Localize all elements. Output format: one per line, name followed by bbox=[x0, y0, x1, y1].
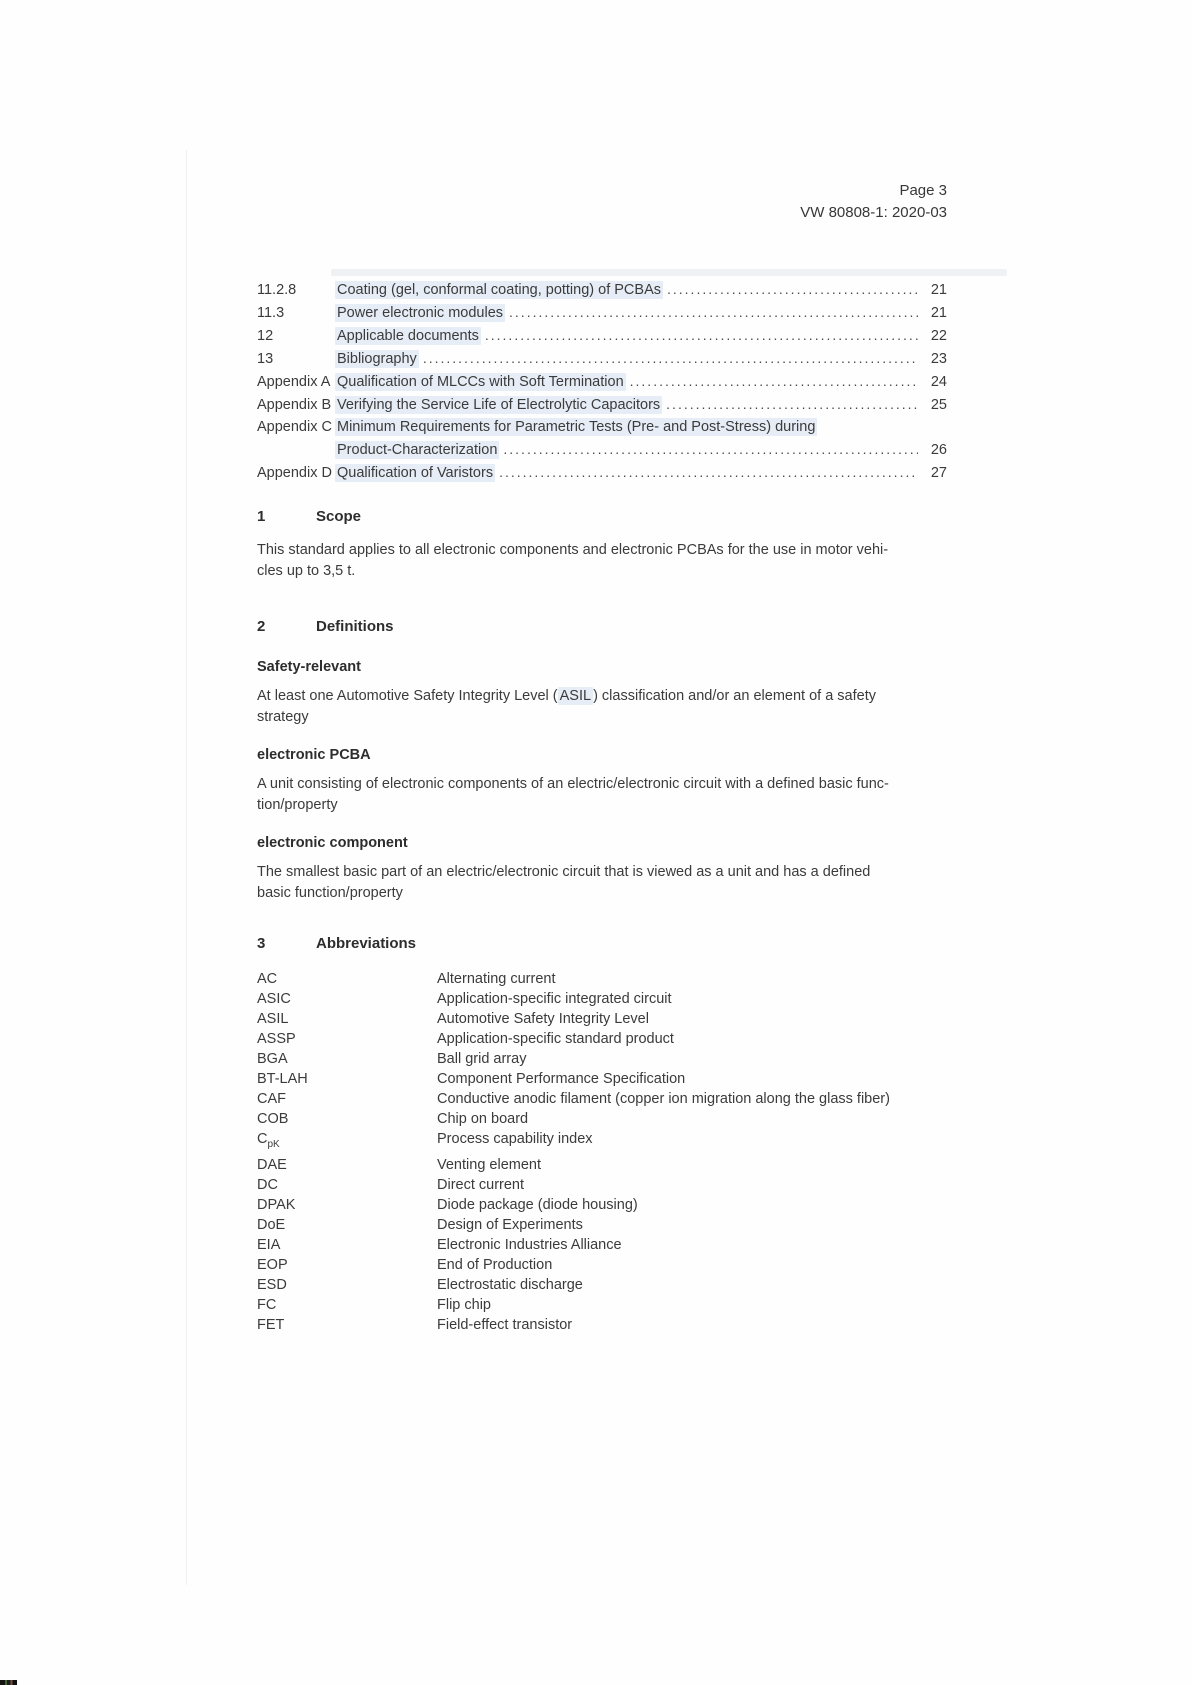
page-content bbox=[257, 0, 947, 1335]
abbreviation-meaning: Design of Experiments bbox=[437, 1216, 583, 1233]
toc-entry-continuation bbox=[257, 438, 947, 461]
toc-entry-label: Appendix C bbox=[257, 419, 332, 435]
paragraph-line: strategy bbox=[257, 709, 309, 725]
abbreviation-row bbox=[257, 1069, 947, 1089]
document-code: VW 80808-1: 2020-03 bbox=[800, 204, 947, 221]
abbreviation-key: BT-LAH bbox=[257, 1071, 308, 1087]
asil-highlight: ASIL bbox=[559, 688, 592, 704]
toc-entry-title: Qualification of MLCCs with Soft Termination bbox=[337, 374, 624, 390]
abbreviation-row-cpk bbox=[257, 1129, 947, 1155]
abbreviation-meaning: Alternating current bbox=[437, 971, 556, 987]
abbreviation-row bbox=[257, 1089, 947, 1109]
paragraph-line: cles up to 3,5 t. bbox=[257, 563, 356, 579]
definition-text bbox=[257, 774, 947, 816]
toc-entry-page: 21 bbox=[930, 305, 947, 321]
abbreviation-row bbox=[257, 1215, 947, 1235]
definition-text bbox=[257, 862, 947, 904]
definition-text bbox=[257, 686, 947, 728]
abbreviation-meaning: Venting element bbox=[437, 1156, 541, 1173]
section-scope bbox=[257, 508, 947, 582]
toc-entry bbox=[257, 393, 947, 416]
toc-entry-title: Verifying the Service Life of Electrolytic Capacitors bbox=[337, 397, 661, 413]
abbreviation-meaning: Process capability index bbox=[437, 1131, 593, 1147]
definition-term-safety-relevant: Safety-relevant bbox=[257, 659, 361, 675]
abbreviation-key: DPAK bbox=[257, 1196, 296, 1213]
toc-entry-label: 12 bbox=[257, 328, 274, 344]
toc-dot-leader bbox=[503, 438, 918, 461]
section-title: Scope bbox=[316, 508, 362, 525]
toc-dot-leader bbox=[667, 278, 918, 301]
paragraph-line: This standard applies to all electronic components and electronic PCBAs for the use in motor vehi- bbox=[257, 542, 889, 558]
toc-entry-title: Qualification of Varistors bbox=[337, 465, 494, 481]
definitions-heading bbox=[257, 618, 947, 636]
abbreviation-key: EIA bbox=[257, 1236, 281, 1253]
section-number: 1 bbox=[257, 508, 266, 525]
toc-entry-title: Coating (gel, conformal coating, potting) of PCBAs bbox=[337, 282, 661, 298]
toc-entry-title: Bibliography bbox=[337, 351, 417, 367]
abbreviation-meaning: Diode package (diode housing) bbox=[437, 1196, 638, 1213]
paragraph-line: At least one Automotive Safety Integrity Level ( ASIL ) classification and/or an element of a safety bbox=[257, 688, 876, 704]
abbreviation-key: COB bbox=[257, 1111, 289, 1127]
toc-entry-page: 25 bbox=[930, 397, 947, 413]
abbreviation-meaning: Field-effect transistor bbox=[437, 1316, 573, 1333]
abbreviation-row bbox=[257, 1049, 947, 1069]
abbreviation-meaning: Electrostatic discharge bbox=[437, 1276, 583, 1293]
paragraph-line: The smallest basic part of an electric/electronic circuit that is viewed as a unit and has a defined bbox=[257, 864, 871, 880]
abbreviation-key: EOP bbox=[257, 1256, 288, 1273]
abbreviation-key: ESD bbox=[257, 1276, 287, 1293]
abbreviation-row bbox=[257, 1009, 947, 1029]
toc-dot-leader bbox=[499, 461, 918, 484]
abbreviation-key: ASSP bbox=[257, 1031, 296, 1047]
abbreviation-row bbox=[257, 1175, 947, 1195]
toc-entry bbox=[257, 301, 947, 324]
abbreviation-row bbox=[257, 1155, 947, 1175]
toc-dot-leader bbox=[485, 324, 918, 347]
toc-entry-label: Appendix B bbox=[257, 397, 332, 413]
paragraph-line: A unit consisting of electronic components of an electric/electronic circuit with a defined basic func- bbox=[257, 776, 889, 792]
abbreviation-meaning: Flip chip bbox=[437, 1296, 491, 1313]
scope-heading bbox=[257, 508, 947, 526]
scan-artifact-mark bbox=[0, 1680, 17, 1685]
toc-dot-leader bbox=[666, 393, 918, 416]
abbreviation-key: CAF bbox=[257, 1091, 286, 1107]
definition-term-electronic-component: electronic component bbox=[257, 835, 408, 851]
toc-entry-page: 23 bbox=[930, 351, 947, 367]
abbreviation-row bbox=[257, 989, 947, 1009]
abbreviation-meaning: Ball grid array bbox=[437, 1051, 527, 1067]
toc-dot-leader bbox=[509, 301, 918, 324]
toc-entry bbox=[257, 461, 947, 484]
abbreviation-key: $C_{pK}$ bbox=[257, 1131, 280, 1150]
toc-entry-page: 26 bbox=[930, 442, 947, 458]
scan-page-edge bbox=[186, 150, 187, 1585]
toc-entry bbox=[257, 278, 947, 301]
abbreviation-key: FC bbox=[257, 1296, 277, 1313]
paragraph-line: tion/property bbox=[257, 797, 338, 813]
section-number: 2 bbox=[257, 618, 266, 635]
abbreviation-meaning: End of Production bbox=[437, 1256, 553, 1273]
abbreviation-key: DC bbox=[257, 1176, 278, 1193]
section-title: Definitions bbox=[316, 618, 394, 635]
abbreviation-row bbox=[257, 1195, 947, 1215]
toc-entry bbox=[257, 324, 947, 347]
toc-entry-page: 21 bbox=[930, 282, 947, 298]
paragraph-line: basic function/property bbox=[257, 885, 403, 901]
abbreviation-key: ASIC bbox=[257, 991, 291, 1007]
definition-term-electronic-pcba: electronic PCBA bbox=[257, 747, 371, 763]
toc-entry bbox=[257, 416, 947, 438]
abbreviation-row bbox=[257, 1235, 947, 1255]
abbreviation-key: ASIL bbox=[257, 1011, 289, 1027]
toc-entry-title: Product-Characterization bbox=[337, 442, 498, 458]
toc-entry-label: 13 bbox=[257, 351, 274, 367]
toc-dot-leader bbox=[423, 347, 918, 370]
toc-entry-title: Applicable documents bbox=[337, 328, 479, 344]
toc-entry-label: 11.3 bbox=[257, 305, 285, 321]
abbreviation-subscript: pK bbox=[267, 1138, 280, 1150]
section-number: 3 bbox=[257, 935, 266, 952]
toc-entry-page: 24 bbox=[930, 374, 947, 390]
toc-dot-leader bbox=[630, 370, 918, 393]
abbreviations-heading bbox=[257, 935, 947, 953]
abbreviation-meaning: Conductive anodic filament (copper ion migration along the glass fiber) bbox=[437, 1091, 890, 1107]
abbreviation-row bbox=[257, 969, 947, 989]
section-title: Abbreviations bbox=[316, 935, 417, 952]
abbreviation-meaning: Application-specific integrated circuit bbox=[437, 991, 672, 1007]
toc-entry bbox=[257, 370, 947, 393]
toc-entry-label: Appendix A bbox=[257, 374, 331, 390]
abbreviation-row bbox=[257, 1295, 947, 1315]
abbreviation-meaning: Component Performance Specification bbox=[437, 1071, 686, 1087]
abbreviation-row bbox=[257, 1255, 947, 1275]
toc-entry-title: Minimum Requirements for Parametric Tests (Pre- and Post-Stress) during bbox=[337, 419, 816, 435]
abbreviation-row bbox=[257, 1109, 947, 1129]
abbreviation-key: FET bbox=[257, 1316, 285, 1333]
abbreviation-meaning: Application-specific standard product bbox=[437, 1031, 674, 1047]
abbreviations-list bbox=[257, 969, 947, 1335]
abbreviation-row bbox=[257, 1315, 947, 1335]
toc-entry-label: Appendix D bbox=[257, 465, 332, 481]
abbreviation-meaning: Chip on board bbox=[437, 1111, 529, 1127]
abbreviation-meaning: Direct current bbox=[437, 1176, 525, 1193]
scope-paragraph bbox=[257, 540, 947, 582]
toc-entry-page: 27 bbox=[930, 465, 947, 481]
abbreviation-key: DoE bbox=[257, 1216, 286, 1233]
abbreviation-row bbox=[257, 1029, 947, 1049]
section-definitions bbox=[257, 618, 947, 904]
toc-entry-page: 22 bbox=[930, 328, 947, 344]
toc-partial-highlight-artifact bbox=[331, 269, 1007, 276]
abbreviation-meaning: Electronic Industries Alliance bbox=[437, 1236, 622, 1253]
toc-entry-title: Power electronic modules bbox=[337, 305, 504, 321]
toc-entry bbox=[257, 347, 947, 370]
page-header bbox=[257, 0, 947, 224]
table-of-contents bbox=[257, 278, 947, 484]
page-number-label: Page 3 bbox=[899, 182, 947, 199]
abbreviation-row bbox=[257, 1275, 947, 1295]
abbreviation-meaning: Automotive Safety Integrity Level bbox=[437, 1011, 649, 1027]
abbreviation-key: AC bbox=[257, 971, 278, 987]
toc-entry-label: 11.2.8 bbox=[257, 282, 297, 298]
abbreviation-key: DAE bbox=[257, 1156, 287, 1173]
section-abbreviations bbox=[257, 935, 947, 1335]
abbreviation-key: BGA bbox=[257, 1051, 288, 1067]
